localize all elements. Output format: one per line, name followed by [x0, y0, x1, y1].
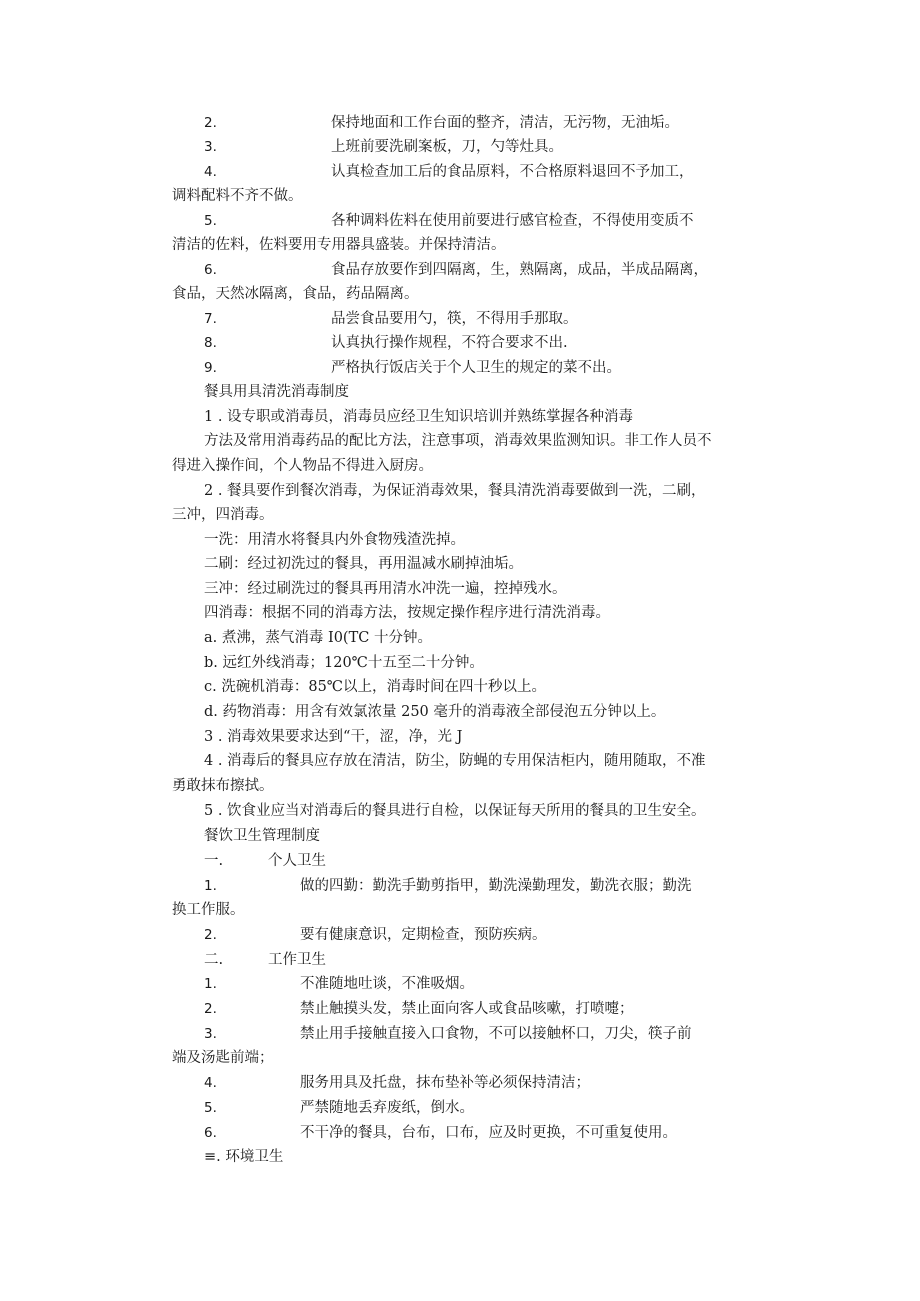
rule-text: 认真执行操作规程，不符合要求不出.	[331, 335, 568, 351]
rule-text: 不干净的餐具，台布，口布，应及时更换，不可重复使用。	[300, 1125, 677, 1141]
paragraph-continuation: 勇敢抹布擦拭。	[172, 778, 274, 794]
rule-text: 食品存放要作到四隔离，生，熟隔离，成品，半成品隔离，	[331, 262, 708, 278]
rule-text-continuation: 端及汤匙前端；	[172, 1050, 274, 1066]
rule-text-continuation: 食品，天然冰隔离，食品，药品隔离。	[172, 286, 419, 302]
rule-text: 禁止触摸头发，禁止面向客人或食品咳嗽，打喷嚏；	[300, 1001, 634, 1017]
method-d: d. 药物消毒：用含有效氯浓量 250 毫升的消毒液全部侵泡五分钟以上。	[204, 704, 666, 720]
rule-number: 2.	[204, 927, 217, 943]
rule-text: 不准随地吐谈，不准吸烟。	[300, 976, 474, 992]
rule-text: 服务用具及托盘，抹布垫补等必须保持清洁；	[300, 1075, 590, 1091]
rule-text-continuation: 调料配料不齐不做。	[172, 188, 303, 204]
rule-number: 3.	[204, 139, 217, 155]
rule-number: 6.	[204, 262, 217, 278]
step-disinfect: 四消毒：根据不同的消毒方法，按规定操作程序进行清洗消毒。	[204, 605, 610, 621]
rule-number: 5.	[204, 1100, 217, 1116]
rule-number: 2.	[204, 1001, 217, 1017]
subsection-number: 一.	[204, 853, 224, 869]
rule-text: 认真检查加工后的食品原料，不合格原料退回不予加工，	[331, 164, 694, 180]
rule-text: 严格执行饭店关于个人卫生的规定的菜不出。	[331, 360, 621, 376]
method-a: a. 煮沸，蒸气消毒 I0(TC 十分钟。	[204, 630, 432, 646]
rule-text: 品尝食品要用勺，筷，不得用手那取。	[331, 311, 578, 327]
rule-number: 5.	[204, 213, 217, 229]
rule-number: 1.	[204, 878, 217, 894]
step-brush: 二刷：经过初洗过的餐具，再用温减水刷掉油垢。	[204, 556, 523, 572]
rule-number: 7.	[204, 311, 217, 327]
rule-number: 8.	[204, 335, 217, 351]
rule-text: 上班前要洗刷案板，刀，勺等灶具。	[331, 139, 563, 155]
subsection-title: 个人卫生	[268, 853, 326, 869]
paragraph: 4 . 消毒后的餐具应存放在清洁，防尘，防蝇的专用保洁柜内，随用随取，不准	[204, 753, 706, 769]
paragraph: 1 . 设专职或消毒员，消毒员应经卫生知识培训并熟练掌握各种消毒	[204, 409, 634, 425]
rule-number: 4.	[204, 1075, 217, 1091]
rule-number: 1.	[204, 976, 217, 992]
subsection-title: 工作卫生	[268, 952, 326, 968]
rule-text-continuation: 清洁的佐料，佐料要用专用器具盛装。并保持清洁。	[172, 237, 506, 253]
rule-text: 禁止用手接触直接入口食物，不可以接触杯口，刀尖，筷子前	[300, 1026, 692, 1042]
rule-number: 9.	[204, 360, 217, 376]
subsection-number: 二.	[204, 952, 224, 968]
rule-text-continuation: 换工作服。	[172, 902, 245, 918]
rule-text: 做的四勤：勤洗手勤剪指甲，勤洗澡勤理发，勤洗衣服；勤洗	[300, 878, 692, 894]
rule-number: 3.	[204, 1026, 217, 1042]
paragraph-continuation: 三冲，四消毒。	[172, 507, 274, 523]
rule-number: 4.	[204, 164, 217, 180]
rule-number: 2.	[204, 115, 217, 131]
section-title: 餐饮卫生管理制度	[204, 828, 320, 844]
rule-text: 严禁随地丢弃废纸，倒水。	[300, 1100, 474, 1116]
paragraph: 2 . 餐具要作到餐次消毒，为保证消毒效果，餐具清洗消毒要做到一洗，二刷，	[204, 483, 706, 499]
rule-text: 各种调料佐料在使用前要进行感官检查，不得使用变质不	[331, 213, 694, 229]
step-rinse: 三冲：经过刷洗过的餐具再用清水冲洗一遍，控掉残水。	[204, 581, 567, 597]
rule-text: 保持地面和工作台面的整齐，清洁，无污物，无油垢。	[331, 115, 679, 131]
paragraph: 5 . 饮食业应当对消毒后的餐具进行自检，以保证每天所用的餐具的卫生安全。	[204, 803, 706, 819]
section-title: 餐具用具清洗消毒制度	[204, 384, 349, 400]
rule-text: 要有健康意识，定期检查，预防疾病。	[300, 927, 547, 943]
method-c: c. 洗碗机消毒：85℃以上，消毒时间在四十秒以上。	[204, 679, 547, 695]
rule-number: 6.	[204, 1125, 217, 1141]
paragraph-continuation: 得进入操作间，个人物品不得进入厨房。	[172, 458, 433, 474]
subsection-title: ≡. 环境卫生	[204, 1149, 284, 1165]
step-wash: 一洗：用清水将餐具内外食物残渣洗掉。	[204, 532, 465, 548]
method-b: b. 远红外线消毒；120℃十五至二十分钟。	[204, 655, 484, 671]
paragraph-continuation: 方法及常用消毒药品的配比方法，注意事项，消毒效果监测知识。非工作人员不	[204, 433, 712, 449]
paragraph: 3 . 消毒效果要求达到“干，涩，净，光 J	[204, 729, 463, 745]
